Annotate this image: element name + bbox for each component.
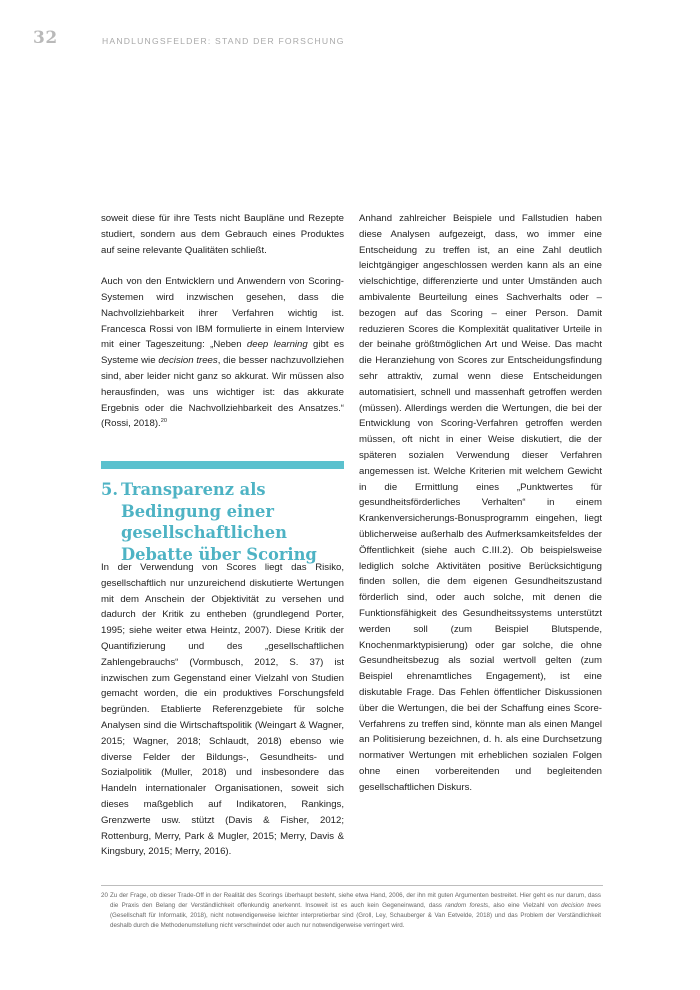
emphasis-deep-learning: deep learning [246, 339, 308, 351]
page-number: 32 [33, 28, 58, 48]
emphasis-decision-trees: decision trees [158, 355, 218, 367]
emphasis-decision-trees: decision trees [561, 902, 601, 909]
right-paragraph-1: Anhand zahlreicher Beispiele und Fallstudien haben diese Analysen aufgezeigt, dass, wo immer eine Entscheidung zu treffen ist, an eine Zahl deutlich leichtgängiger angeschlossen werden kann als an eine vielschichtige, differenzierte und unter Umständen auch ambivalente Beurteilung eines Sachverhalts oder – bezogen auf das Scoring – einer Person. Damit reduzieren Scores die Komplexität qualitativer Urteile in der beinahe größtmöglichen Art und Weise. Das macht die Heranziehung von Scores zur Entscheidungsfindung sehr attraktiv, zumal wenn diese Entscheidungen automatisiert, schnell und massenhaft getroffen werden (müssen). Allerdings werden die Wertungen, die bei der Entwicklung von Scoring-Verfahren getroffen werden müssen, oft nicht in einer Weise diskutiert, die der späteren sozialen Verwendung dieser Verfahren angemessen ist. Welche Kriterien mit welchem Gewicht in die Ermittlung eines „Punktwertes für gesundheitsförderliches Verhalten“ in einem Krankenversicherungs-Bonusprogramm eingehen, liegt üblicherweise außerhalb des Aufmerksamkeitsfeldes der Öffentlichkeit (siehe auch C.III.2). Ob beispielsweise lediglich solche Aktivitäten positive Berücksichtigung finden sollen, die dem eigenen Gesundheitszustand förderlich sind, oder auch solche, mit denen die Funktionsfähigkeit des Gesundheitssystems unterstützt werden soll (zum Beispiel Blutspende, Knochenmarktypisierung) oder gar solche, die ohne Gesundheitsbezug als sozial wertvoll gelten (zum Beispiel ehrenamtliches Engagement), ist eine diskutable Frage. Das Fehlen öffentlicher Diskussionen über die Wertungen, die bei der Schaffung eines Score-Verfahrens zu treffen sind, könnte man als einen Mangel an Politisierung bezeichnen, d. h. als eine Durchsetzung normativer Wertungen mit erheblichen sozialen Folgen ohne einen vorbereitenden und begleitenden gesellschaftlichen Diskurs. [359, 213, 602, 793]
footnote-text-part: (Gesellschaft für Informatik, 2018), nicht notwendigerweise leichter interpretierbar sind (Groll, Ley, Schauberger & Van Eetvelde, 2018) und das Problem der Verständlichkeit deshalb durch die Methodenumstellung nicht verschwindet oder auch nur notwendigerweise verringert wird. [110, 912, 601, 929]
running-header: HANDLUNGSFELDER: STAND DER FORSCHUNG [102, 36, 345, 46]
paragraph-text: , die besser nachzuvollziehen sind, aber leider nicht ganz so akkurat. Wir müssen also herausfinden, was uns wichtiger ist: das akkurate Ergebnis oder die Nachvollziehbarkeit des Ansatzes.“ (Rossi, 2018). [101, 355, 344, 430]
footnote [101, 891, 601, 931]
section-number: 5. [101, 480, 118, 499]
footnote-number: 20 [101, 892, 108, 899]
paragraph-text: Auch von den Entwicklern und Anwendern von Scoring-Systemen wird inzwischen gesehen, dass die Nachvollziehbarkeit ihrer Verfahren wichtig ist. Francesca Rossi von IBM formulierte in einem Interview mit einer Tageszeitung: „Neben [101, 276, 344, 351]
footnote-text-part: Zu der Frage, ob dieser Trade-Off in der Realität des Scorings überhaupt besteht, siehe etwa Hand, 2006, der ihn mit guten Argumenten bestreitet. Hier geht es nur darum, dass die Praxis den Belang der Verständlichkeit offenkundig anerkennt. Insoweit ist es auch kein Gegeneinwand, dass [110, 892, 601, 909]
left-paragraph-1: soweit diese für ihre Tests nicht Baupläne und Rezepte studiert, sondern aus dem Gebrauch eines Produktes auf seine relevante Qualitäten schließt. [101, 213, 344, 256]
left-column-lower [101, 560, 344, 860]
footnote-reference[interactable]: 20 [160, 418, 167, 425]
left-column [101, 211, 344, 432]
left-paragraph-2 [101, 274, 344, 432]
section-divider-bar [101, 461, 344, 469]
section-title: Transparenz als Bedingung einer gesellschaftlichen Debatte über Scoring [121, 480, 317, 564]
footnote-text [110, 891, 601, 931]
left-paragraph-3: In der Verwendung von Scores liegt das Risiko, gesellschaftlich nur unzureichend diskutierte Wertungen mit dem Anschein der Objektivität zu versehen und dadurch der Kritik zu entheben (grundlegend Porter, 1995; siehe weiter etwa Heintz, 2007). Diese Kritik der Quantifizierung und des „gesellschaftlichen Zahlengebrauchs“ (Vormbusch, 2012, S. 37) ist inzwischen zum Gegenstand einer Vielzahl von Studien gemacht worden, die ein produktives Forschungsfeld begründen. Etablierte Referenzgebiete für solche Analysen sind die Wirtschaftspolitik (Weingart & Wagner, 2015; Wagner, 2018; Schlaudt, 2018) ebenso wie diverse Felder der Bildungs-, Gesundheits- und Sozialpolitik (Muller, 2018) und insbesondere das Handeln internationaler Organisationen, soweit sich dieses maßgeblich auf Indikatoren, Rankings, Grenzwerte usw. stützt (Davis & Fisher, 2012; Rottenburg, Merry, Park & Mugler, 2015; Merry, Davis & Kingsbury, 2015; Merry, 2016). [101, 562, 344, 858]
right-column [359, 211, 602, 795]
emphasis-random-forests: random forests [445, 902, 489, 909]
footnote-text-part: , also eine Vielzahl von [488, 902, 562, 909]
paragraph-text: gibt es Systeme wie [101, 339, 344, 367]
footnote-divider [101, 885, 603, 886]
